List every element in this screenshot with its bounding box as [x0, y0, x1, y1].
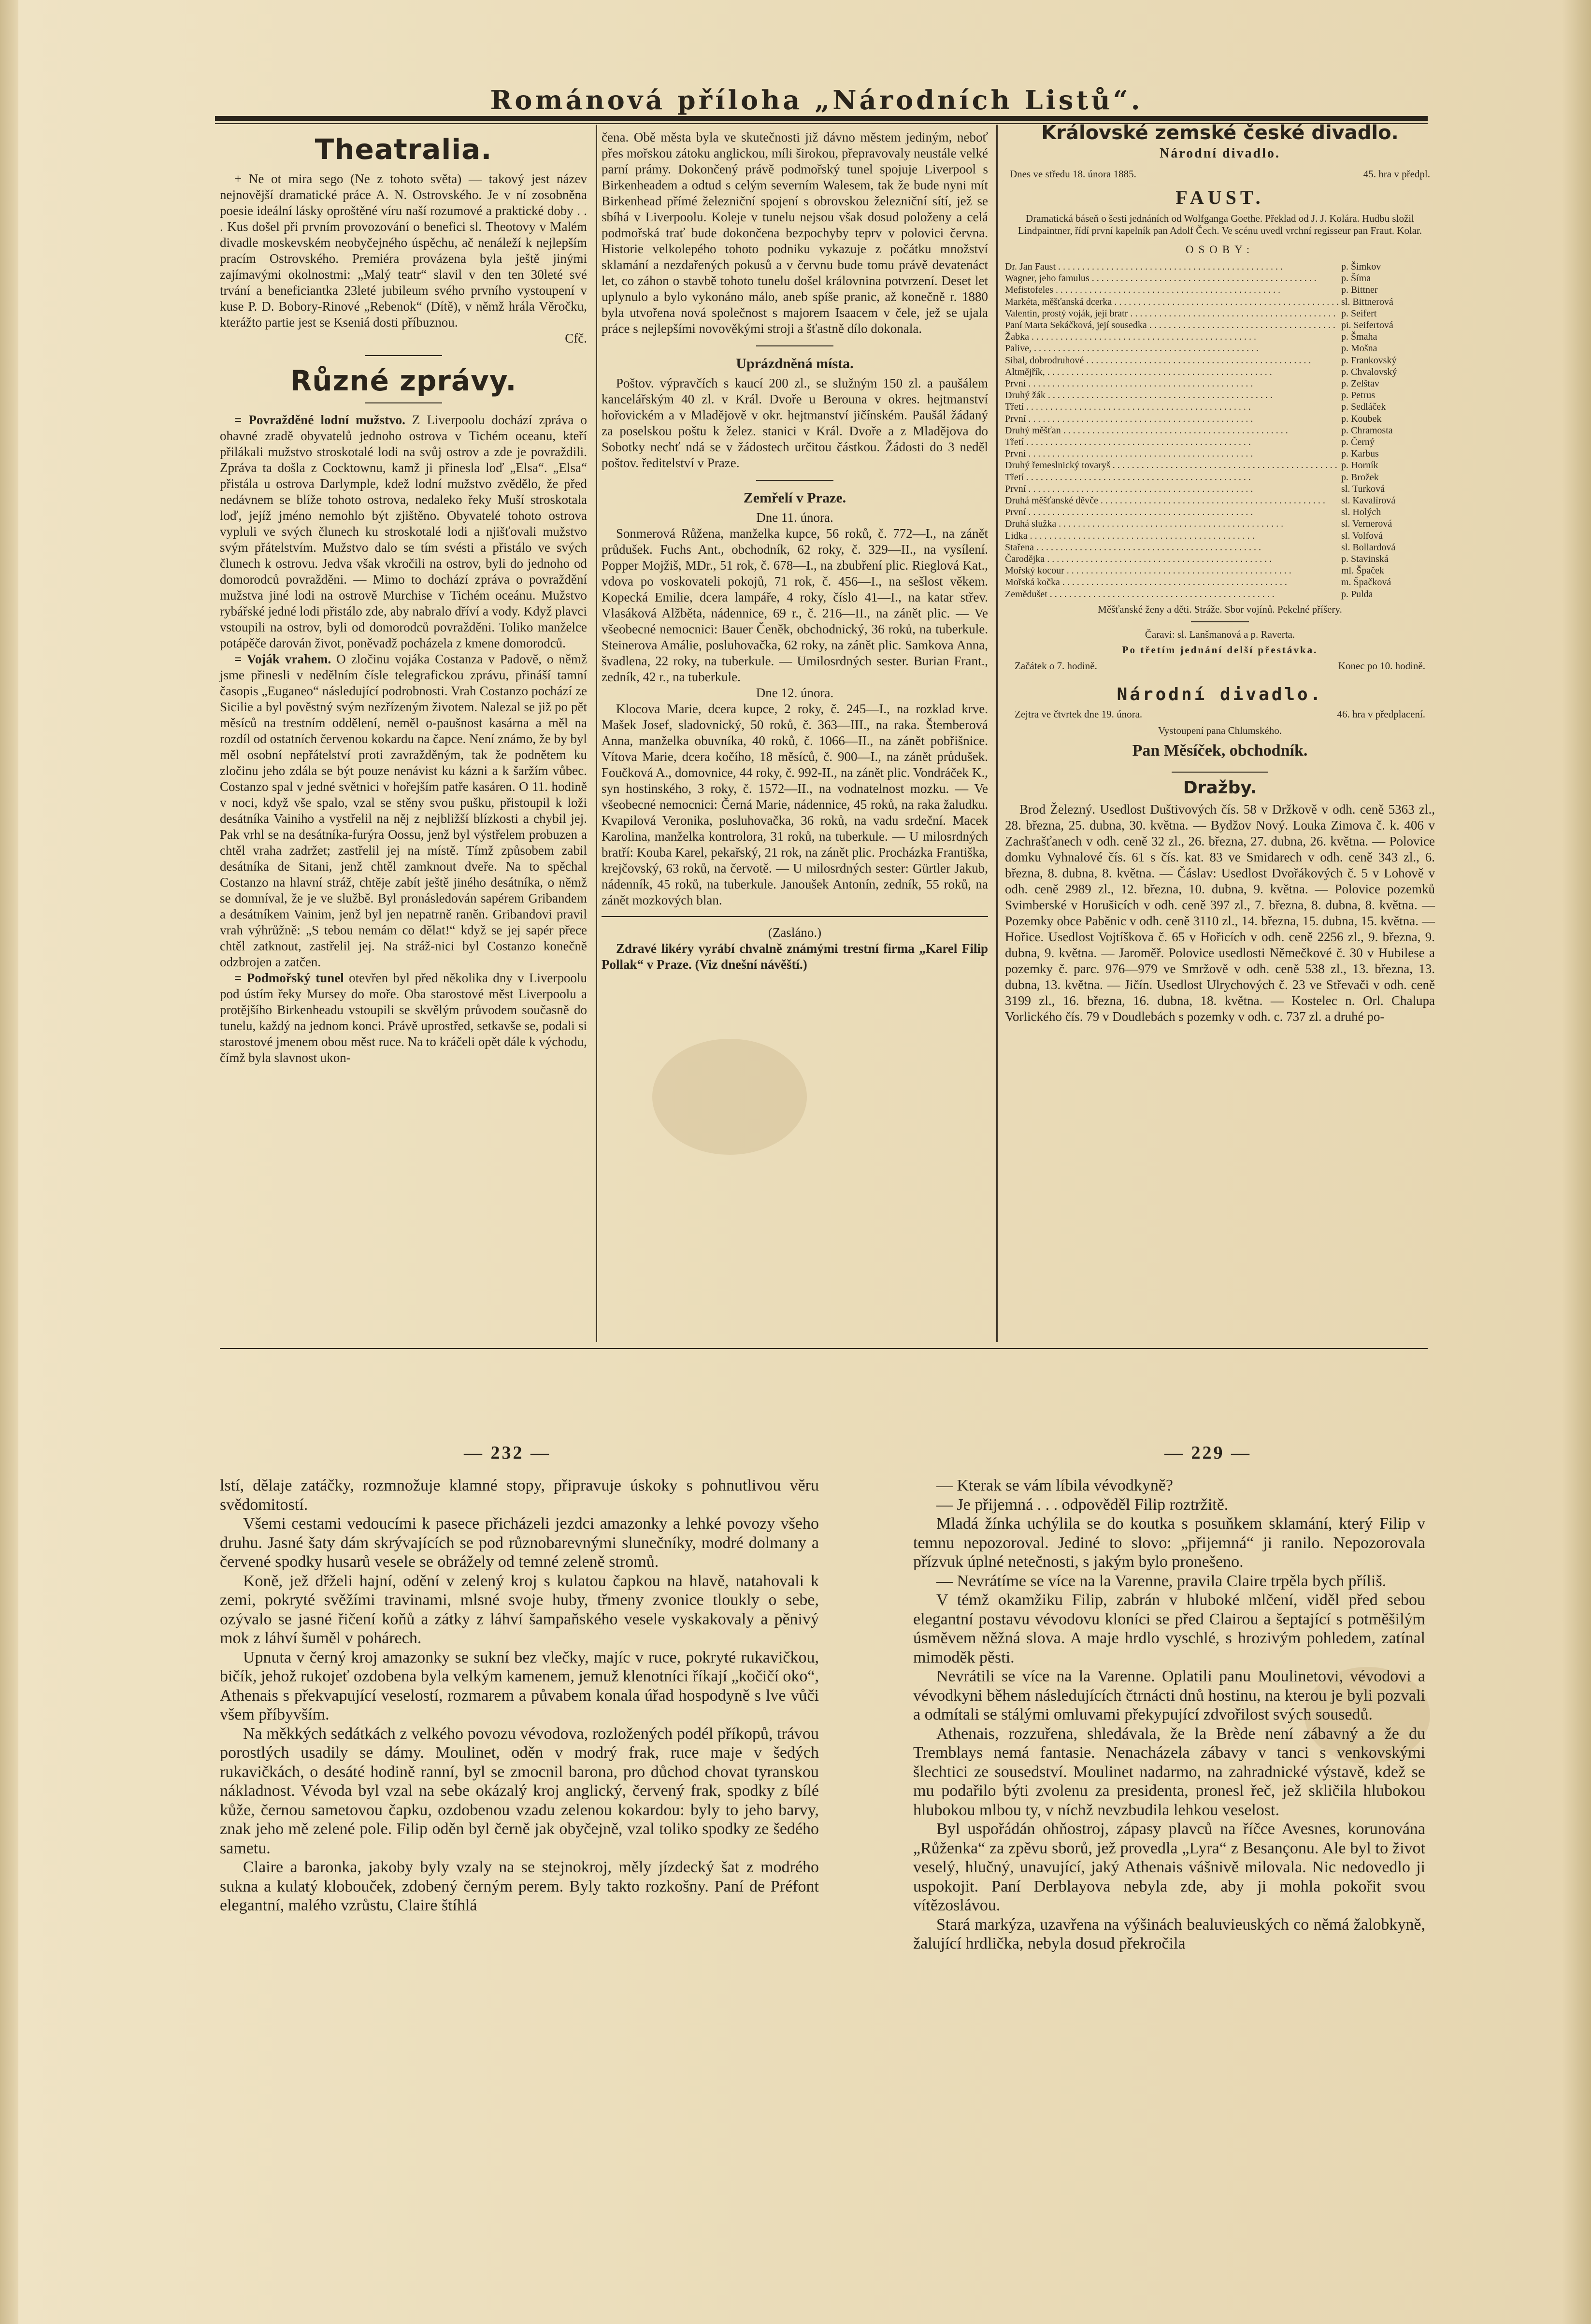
cast-row: [1005, 378, 1435, 389]
actor-name: p. Pulda: [1341, 588, 1373, 600]
cast-row: [1005, 296, 1435, 308]
theatre-heading: Královské zemské české divadlo.: [1041, 122, 1399, 144]
end-time: Konec po 10. hodině.: [1338, 660, 1425, 672]
guest-appearance: Vystoupení pana Chlumského.: [1158, 724, 1282, 736]
column-rule: [996, 125, 998, 1342]
role-name: Wagner, jeho famulus . . .: [1005, 273, 1338, 284]
middle-column: [602, 129, 988, 973]
section-divider: [365, 355, 442, 356]
role-name: Lidka . . .: [1005, 530, 1338, 542]
novel-paragraph: V témž okamžiku Filip, zabrán v hluboké mlčení, viděl před sebou elegantní postavu vévodovu kloníci se před Clairou a šeptající s potměšilým úsměvem něžná slova. A maje hrdlo vyschlé, s hrozivým pohledem, zatínal mimoděk pěsti.: [913, 1591, 1425, 1666]
novel-page-right: [913, 1476, 1425, 1953]
novel-paragraph: Na měkkých sedátkách z velkého povozu vévodova, rozložených podél příkopů, trávou porostlých usadily se dámy. Moulinet, oděn v modrý frak, ruce maje v šedých rukavičkách, o desáté hodině ranní, byl se zmocnil barona, pro důchod chovat tyranskou nákladnost. Vévoda byl vzal na sebe okázalý kroj anglický, červený frak, spodky z bílé kůže, černou sametovou čapku, ozdobenou vzadu zelenou kokardou: byly to jeho barvy, znak jeho mě zelené pole. Filip oděn byl černě jak obyčejně, vzal toliko spodky ze šedého sametu.: [220, 1724, 819, 1857]
role-name: Mefistofeles . . .: [1005, 284, 1338, 296]
actor-name: pi. Seifertová: [1341, 320, 1393, 331]
uprazdnena-mista-heading: Uprázdněná místa.: [736, 356, 854, 372]
actor-name: p. Šíma: [1341, 273, 1371, 284]
actor-name: p. Chramosta: [1341, 425, 1393, 436]
actor-name: sl. Bollardová: [1341, 542, 1396, 553]
drazby-text: Brod Železný. Usedlost Duštivových čís. 58 v Držkově v odh. ceně 5363 zl., 28. března, 25. dubna, 30. května. — Bydžov Nový. Louka Zimova č. k. 406 v Zachrašťanech v odh. ceně 32 zl., 26. března, 27. dubna, 26. května. — Polovice domku Vyhnalové čís. 61 s čís. kat. 83 ve Smidarech v odh. ceně 343 zl., 6. března, 8. dubna, 8. května. — Čáslav: Usedlost Dvořákových č. 5 v Lohově v odh. ceně 2989 zl., 12. března, 10. dubna, 9. května. — Polovice pozemků Svimberské v Horušicích v odh. ceně 397 zl., 7. března, 8. dubna, 8. května. — Pozemky obce Paběnic v odh. ceně 3110 zl., 14. března, 15. dubna, 15. května. — Hořice. Usedlost Vojtíškova č. 65 v Hořicích v odh. ceně 2256 zl., 9. března, 9. dubna, 9. května. — Jaroměř. Polovice usedlosti Němečkové č. 30 v Hubilese a pozemky č. parc. 976—979 ve Smržově v odh. ceně 538 zl., 13. března, 13. dubna, 13. května. — Jičín. Usedlost Ulrychových č. 23 ve Střevači v odh. ceně 3199 zl., 16. března, 16. dubna, 18. května. — Kostelec n. Orl. Chalupa Vorlického čís. 79 v Doudlebách s pozemky v odh. c. 737 zl. a druhé po-: [1005, 802, 1435, 1024]
role-name: Stařena . . .: [1005, 542, 1338, 553]
intermission-note: Po třetím jednání delší přestávka.: [1122, 644, 1318, 656]
role-name: Altmějřík, . . .: [1005, 366, 1338, 378]
role-name: Dr. Jan Faust . . .: [1005, 261, 1338, 273]
novel-paragraph: Byl uspořádán ohňostroj, zápasy plavců na říčce Avesnes, korunována „Růženka“ za zpěvu sborů, jež provedla „Lyra“ z Besançonu. Ale byl to život veselý, hlučný, unavující, jaký Athenais vášnivě milovala. Nic nedovedlo ji uspokojit. Paní Derblayova nebyla zde, aby ji mohla pokořit svou vítězoslávou.: [913, 1820, 1425, 1914]
masthead-title: Románová příloha „Národních Listů“.: [490, 85, 1143, 115]
role-name: Třetí . . .: [1005, 436, 1338, 448]
national-theatre-heading: Národní divadlo.: [1117, 684, 1323, 704]
role-name: Markéta, měšťanská dcerka . . .: [1005, 296, 1338, 308]
cast-extras: Měšťanské ženy a děti. Stráže. Sbor vojínů. Pekelné příšery.: [1098, 603, 1342, 615]
novel-paragraph: Stará markýza, uzavřena na výšinách bealuvieuských co němá žalobkyně, žalující hrdlička, nebyla dosud překročila: [913, 1915, 1425, 1952]
novel-paragraph: Koně, jež dřželi hajní, odění v zelený kroj s kulatou čapkou na hlavě, natahovali k zemi, pokryté svěžími travinami, mlsné svoje huby, třmeny zvonice tloukly o sebe, ozývalo se jasné řičení koňů a zátky z láhví šampaňského vesele vyskakovaly a pěnivý mok z láhví šuměl v pohárech.: [220, 1572, 819, 1647]
novel-page-left: [220, 1476, 819, 1915]
role-name: Paní Marta Sekáčková, její sousedka . . .: [1005, 319, 1338, 331]
zemreli-list: Sonmerová Růžena, manželka kupce, 56 roků, č. 772—I., na zánět průdušek. Fuchs Ant., obchodník, 62 roky, č. 329—II., na vysílení. Popper Mojžiš, MDr., 51 rok, č. 678—I., na zbubření plic. Rieglová Kat., vdova po voskovateli pokojů, 71 rok, č. 456—I., na sešlost věkem. Kopecká Emilie, dcera lampáře, 4 roky, číslo 41—I., na katar střev. Vlasáková Alžběta, nádennice, 69 r., č. 216—II., na zánět plic. — Ve všeobecné nemocnici: Bauer Čeněk, obchodnický, 36 roků, na tuberkule. Steinerova Amálie, posluhovačka, 62 roky, na zánět plic. Samkova Anna, švadlena, 22 roky, na tuberkule. — Umilosrdných sester. Burian Frant., zedník, 42 r., na tuberkule.: [602, 526, 988, 684]
tunnel-continued-text: čena. Obě města byla ve skutečnosti již dávno městem jediným, neboť přes mořskou zátoku anglickou, míli širokou, přepravovaly neustále velké parní prámy. Dokončený právě podmořský tunel spojuje Liverpool s Birkenheadem a odtud s celým severním Walesem, tak že bude nyni mít Birkenhead přímé železniční spojení s obrovskou železniční sítí, jež se sbíhá v Liverpoolu. Koleje v tunelu nejsou však dosud položeny a celá podmořská trať bude dokončena bezpochyby teprv v polovici června. Historie velkolepého tohoto podniku vykazuje z počátku množství sklamání a nezdařených pokusů a v červnu bude tomu právě devatenáct let, co záhon o stavbě tohoto tunelu došel královnina potvrzení. Deset let uplynulo a bylo vykonáno málo, aneb spíše pranic, až konečně r. 1880 byla utvořena nová společnost s majorem Isaacem v čele, jež se ujala práce s nejlepšími novověkými stroji a šťastně dílo dokonala.: [602, 130, 988, 336]
cast-heading: OSOBY:: [1185, 244, 1255, 256]
cast-row: [1005, 588, 1435, 600]
role-name: Druhý žák . . .: [1005, 389, 1338, 401]
cast-list: [1005, 261, 1435, 600]
cast-row: [1005, 448, 1435, 459]
uprazdnena-mista-text: Poštov. výpravčích s kaucí 200 zl., se služným 150 zl. a paušálem kancelářským 40 zl. v Král. Dvoře u Berouna v okres. hejtmanství hořovickém a v Mladějově v okr. hejtmanství jičínském. Paušál žádaný za poselskou poštu k želez. stanici v Král. Dvoře a z Mladějova do Sobotky nechť ndá se v žádostech určitou částkou. Žádosti do 3 neděl poštov. ředitelství v Praze.: [602, 376, 988, 470]
novel-paragraph: Nevrátili se více na la Varenne. Oplatili panu Moulinetovi, vévodovi a vévodkyni během následujících čtrnácti dnů hostinu, na kterou je byli pozvali a odmítali se stálými omluvami překypující zdvořilost svých sousedů.: [913, 1667, 1425, 1723]
start-time: Začátek o 7. hodině.: [1015, 660, 1097, 672]
section-divider: [1172, 772, 1268, 773]
role-name: Valentin, prostý voják, její bratr . . .: [1005, 308, 1338, 319]
news-lead: = Podmořský tunel: [234, 971, 344, 985]
role-name: Druhý řemeslnický tovaryš . . .: [1005, 459, 1338, 471]
next-performance-date: Zejtra ve čtvrtek dne 19. února.: [1015, 708, 1143, 720]
role-name: Sibal, dobrodruhové . . .: [1005, 355, 1338, 366]
actor-name: sl. Bittnerová: [1341, 296, 1393, 307]
novel-paragraph: — Nevrátíme se více na la Varenne, pravila Claire trpěla bych příliš.: [936, 1572, 1387, 1590]
ruzne-zpravy-heading: Různé zprávy.: [290, 364, 517, 397]
role-name: Žabka . . .: [1005, 331, 1338, 343]
section-divider: [1191, 621, 1249, 622]
performance-number: 45. hra v předpl.: [1363, 168, 1430, 180]
cast-row: [1005, 459, 1435, 471]
news-text: Z Liverpoolu dochází zpráva o ohavné zradě obyvatelů jednoho ostrova v Tichém oceanu, kteří přilákali mužstvo stroskotalé lodi na svůj ostrov a zde je povraždili. Zpráva ta došla z Cocktownu, kamž ji přinesla loď „Elsa“. „Elsa“ přistála u ostrova Darlymple, kdež lodní mužstvo zvědělo, že před nedávnem se blíže tohoto ostrova, nedaleko řeky Muší stroskotala loď, jejíž jméno nemohlo být zjištěno. Obyvatelé tohoto ostrova vypluli ve svých člunech ku stroskotalé lodi a njišťovali mužstvo svým přátelstvím. Mužstvo dalo se tím svésti a přistálo ve svých člunech k ostrovu. Jedva však vkročili na ostrov, byli do jednoho od domorodců povražděni. — Mimo to dochází zpráva o povraždění mužstva jiné lodi na ostrově Murchise v Tichém oceánu. Mužstvo rybářské jedné lodi přistálo zde, aby nabralo dříví a vody. Když plavci vstoupili na ostrov, byli od domorodců povražděni. Toliko manželce potápěče darován život, poněvadž pocházela z kmene domorodců.: [220, 413, 588, 650]
actor-name: p. Brožek: [1341, 472, 1379, 483]
actor-name: p. Petrus: [1341, 390, 1375, 401]
cast-row: [1005, 425, 1435, 436]
cast-row: [1005, 495, 1435, 506]
actor-name: sl. Kavalírová: [1341, 495, 1396, 506]
cast-row: [1005, 518, 1435, 530]
novel-paragraph: Mladá žínka uchýlila se do koutka s posuňkem sklamání, který Filip v temnu nepozoroval. Jediné to slovo: „přijemná“ ji ranilo. Nepozorovala přízvuk úplné netečnosti, s jakým bylo pronešeno.: [913, 1515, 1425, 1571]
cast-row: [1005, 389, 1435, 401]
role-name: Druhá měšťanské děvče . . .: [1005, 495, 1338, 506]
actor-name: sl. Vernerová: [1341, 518, 1392, 530]
actor-name: sl. Turková: [1341, 483, 1385, 494]
novel-paragraph: — Je přijemná . . . odpověděl Filip roztržitě.: [936, 1495, 1229, 1514]
page-divider: [220, 1348, 1428, 1349]
cast-row: [1005, 366, 1435, 378]
cast-row: [1005, 506, 1435, 518]
cast-row: [1005, 284, 1435, 296]
performance-date: Dnes ve středu 18. února 1885.: [1010, 168, 1136, 180]
cast-row: [1005, 319, 1435, 331]
novel-paragraph: lstí, dělaje zatáčky, rozmnožuje klamné stopy, připravuje úskoky s pohnutlivou věru svědomitostí.: [220, 1477, 819, 1514]
actor-name: p. Bittner: [1341, 285, 1378, 296]
zemreli-heading: Zemřelí v Praze.: [743, 490, 846, 506]
zaslano-label: (Zasláno.): [768, 925, 822, 940]
news-text: otevřen byl před několika dny v Liverpoolu pod ústím řeky Mursey do moře. Oba starostové měst Liverpoolu a protějšího Birkenheadu vstoupili se skvělým průvodem současně do tunelu, každý na jednom konci. Právě uprostřed, setkavše se, podali si starostové jmenem obou měst ruce. Na to kráčeli opět dále k východu, čímž byla slavnost ukon-: [220, 971, 588, 1065]
cast-row: [1005, 565, 1435, 576]
role-name: Mořský kocour . . .: [1005, 565, 1338, 576]
cast-row: [1005, 273, 1435, 284]
role-name: Čarodějka . . .: [1005, 553, 1338, 565]
cast-row: [1005, 331, 1435, 343]
paper-stain: [652, 1039, 807, 1155]
role-name: Třetí . . .: [1005, 472, 1338, 483]
role-name: Druhý měšťan . . .: [1005, 425, 1338, 436]
cast-row: [1005, 542, 1435, 553]
actor-name: p. Frankovský: [1341, 355, 1397, 366]
costumes-credit: Čaravi: sl. Lanšmanová a p. Raverta.: [1145, 628, 1295, 640]
cast-row: [1005, 436, 1435, 448]
novel-paragraph: Claire a baronka, jakoby byly vzaly na se stejnokroj, měly jízdecký šat z modrého sukna a kulatý klobouček, zdobený černým perem. Byly takto rozkošny. Paní de Préfont elegantní, malého vzrůstu, Claire štíhlá: [220, 1858, 819, 1914]
news-lead: = Voják vrahem.: [234, 652, 331, 666]
cast-row: [1005, 576, 1435, 588]
theatre-column: [1005, 122, 1435, 1025]
section-divider: [756, 480, 833, 481]
zaslano-text: Zdravé likéry vyrábí chvalně známými trestní firma „Karel Filip Pollak“ v Praze. (Viz dnešní návěští.): [602, 941, 988, 972]
section-divider: [602, 916, 988, 917]
actor-name: p. Šmaha: [1341, 331, 1377, 343]
page-number-left: — 232 —: [464, 1443, 551, 1463]
actor-name: sl. Volfová: [1341, 530, 1383, 541]
cast-row: [1005, 343, 1435, 354]
news-text: O zločinu vojáka Costanza v Padově, o němž jsme přinesli v nedělním čísle telegrafickou zprávu, přináší tamní časopis „Euganeo“ následující podrobnosti. Vrah Costanzo pochází ze Sicilie a byl pověstný svým nezřízeným životem. Nalezal se již po pět měsíců na trestním oddělení, neměl o-paušnost kasárna a měl na rozdíl od ostatních červenou kokardu na čapce. Není známo, že by byl měl osobní nepřátelství proti zavražděným, tak že podnětem ku zločinu jeho zdála se být pouze nenávist ku kázni a k šaržím vůbec. Costanzo spal v jedné světnici v hořejším patře kasáren. O 11. hodině v noci, když vše spalo, vzal se stěny svou pušku, přistoupil k loži desátníka Vainiho a vystřelil na něj z nejbližší blízkosti a chybil jej. Pak vrhl se na desátníka-furýra Oossu, jenž byl výstřelem probuzen a chtěl vraha zadržet; zastřelil jej na místě. Tímž způsobem zabil desátníka de Sitani, jenž chtěl zamknout dveře. Na to spěchal Costanzo na hlavní stráž, chtěje zabít ještě jiného desátníka, o němž se domníval, že je ve službě. Byl pronásledován sapérem Gribandem a desátníkem Vainim, jenž byl jen nepatrně raněn. Gribandovi pravil vrah výhrůžně: „S tebou nemám co dělat!“ když se jej sapér přece chtěl zatknout, zastřelil jej. Na stráž-nici byl Costanzo konečně odzbrojen a zatčen.: [220, 652, 587, 969]
actor-name: p. Mošna: [1341, 343, 1377, 354]
actor-name: p. Černý: [1341, 437, 1375, 448]
novel-paragraph: Všemi cestami vedoucími k pasece přicházeli jezdci amazonky a lehké povozy všeho druhu. Jasné šaty dám skrývajících se pod různobarevnými slunečníky, modré dolmany a červené spodky husarů vesele se obrážely od temné zeleně stromů.: [220, 1515, 819, 1571]
cast-row: [1005, 530, 1435, 542]
next-play-title: Pan Měsíček, obchodník.: [1132, 741, 1308, 760]
role-name: Druhá služka . . .: [1005, 518, 1338, 530]
play-title: FAUST.: [1175, 186, 1264, 208]
actor-name: p. Chvalovský: [1341, 366, 1397, 377]
role-name: Zemědušet . . .: [1005, 588, 1338, 600]
actor-name: p. Karbus: [1341, 448, 1379, 459]
drazby-heading: Dražby.: [1183, 777, 1257, 798]
cast-row: [1005, 553, 1435, 565]
left-column: [220, 129, 587, 1066]
page-number-right: — 229 —: [1164, 1443, 1251, 1463]
cast-row: [1005, 472, 1435, 483]
actor-name: m. Špačková: [1341, 577, 1391, 588]
role-name: Palive, . . .: [1005, 343, 1338, 354]
play-credits: Dramatická báseň o šesti jednáních od Wolfganga Goethe. Překlad od J. J. Kolára. Hudbu složil Lindpaintner, řídí první kapelník pan Adolf Čech. Ve scénu uvedl vrchní regisseur pan Fraut. Kolar.: [1018, 213, 1422, 236]
role-name: První . . .: [1005, 483, 1338, 495]
role-name: První . . .: [1005, 413, 1338, 425]
theatre-subheading: Národní divadlo.: [1160, 146, 1280, 161]
cast-row: [1005, 261, 1435, 273]
page-edge-right: [1562, 0, 1591, 2324]
zemreli-date: Dne 12. února.: [756, 686, 834, 700]
cast-row: [1005, 483, 1435, 495]
role-name: Třetí . . .: [1005, 401, 1338, 413]
role-name: První . . .: [1005, 448, 1338, 459]
cast-row: [1005, 308, 1435, 319]
actor-name: p. Seifert: [1341, 308, 1377, 319]
next-performance-number: 46. hra v předplacení.: [1337, 708, 1425, 720]
section-divider: [365, 402, 442, 403]
actor-name: p. Šimkov: [1341, 261, 1381, 272]
news-lead: = Povražděné lodní mužstvo.: [234, 413, 405, 427]
actor-name: sl. Holých: [1341, 507, 1381, 518]
cast-row: [1005, 355, 1435, 366]
theatralia-signature: Cfč.: [565, 331, 587, 345]
cast-row: [1005, 401, 1435, 413]
masthead-rule: [215, 116, 1428, 121]
role-name: První . . .: [1005, 378, 1338, 389]
novel-paragraph: Athenais, rozzuřena, shledávala, že la Brède není zábavný a že du Tremblays nemá fantasie. Nenacházela zábavy v tanci s venkovskými šlechtici ze sousedství. Moulinet nadarmo, na zahradnické výstavě, kdež se mu podařilo býti zvolenu za presidenta, pronesl řeč, jež skličila hlubokou hlubokou mlbou ty, v níchž nevzbudila lehkou veselost.: [913, 1724, 1425, 1819]
role-name: Mořská kočka . . .: [1005, 576, 1338, 588]
zemreli-list: Klocova Marie, dcera kupce, 2 roky, č. 245—I., na rozklad krve. Mašek Josef, sladovnický, 50 roků, č. 363—III., na raka. Štemberová Anna, manželka obuvníka, 40 roků, č. 1066—II., na zánět pobřišnice. Vítova Marie, dcera kočího, 18 měsíců, č. 900—I., na zánět průdušek. Foučková A., domovnice, 44 roky, č. 992-II., na zánět plic. Vondráček K., syn hostinského, 3 roky, č. 1572—II., na vodnatelnost mozku. — Ve všeobecné nemocnici: Černá Marie, nádennice, 45 roků, na raka žaludku. Kvapilová Veronika, posluhovačka, 36 roků, na vadu srdeční. Macek Karolina, manželka kontrolora, 31 roků, na tuberkule. — U milosrdných bratří: Kouba Karel, pekařský, 21 rok, na zánět plic. Procházka Františka, krejčovský, 63 roků, na červotě. — U milosrdných sester: Gürtler Jakub, nádenník, 45 roků, na tuberkule. Janoušek Antonín, zedník, 55 roků, na zánět mozkových blan.: [602, 702, 988, 907]
role-name: První . . .: [1005, 506, 1338, 518]
actor-name: ml. Špaček: [1341, 565, 1384, 576]
zemreli-date: Dne 11. února.: [756, 510, 833, 525]
theatralia-text: + Ne ot mira sego (Ne z tohoto světa) — takový jest název nejnovější dramatické práce A. N. Ostrovského. Je v ní zosobněna poesie ideální lásky oproštěné víru naší rozumové a praktické doby . . . Kus došel při prvním provozování o benefici sl. Theotovy v Malém divadle moskevském neobyčejného úspěchu, ač nenáleží k nejlepším pracím Ostrovského. Premiéra provázena byla ještě jinými zajímavými okolnostmi: „Malý teatr“ slavil v den ten 30leté své trvání a beneficiantka 23leté jubileum svého prvního vystoupení v kuse P. D. Bobory-Rinové „Rebenok“ (Dítě), v němž hrála Věročku, kterážto partie jest se Kseniá dosti příbuznou.: [220, 172, 587, 330]
theatralia-heading: Theatralia.: [315, 133, 492, 166]
column-rule: [596, 125, 597, 1342]
actor-name: p. Koubek: [1341, 413, 1382, 424]
novel-paragraph: — Kterak se vám líbila vévodkyně?: [936, 1477, 1174, 1494]
page-edge-left: [0, 0, 18, 2324]
actor-name: p. Stavinská: [1341, 554, 1389, 565]
actor-name: p. Sedláček: [1341, 402, 1386, 413]
novel-paragraph: Upnuta v černý kroj amazonky se sukní bez vlečky, majíc v ruce, pokryté rukavičkou, bičík, jehož rukojeť ozdobena byla velkým kamenem, jemuž klenotníci říkají „kočičí oko“, Athenais s překvapující veselostí, rozmarem a půvabem konala úřad hospodyně s lve vůči všem příbyvším.: [220, 1648, 819, 1723]
actor-name: p. Zelštav: [1341, 378, 1379, 389]
cast-row: [1005, 413, 1435, 425]
actor-name: p. Horník: [1341, 460, 1378, 471]
section-divider: [756, 345, 833, 346]
